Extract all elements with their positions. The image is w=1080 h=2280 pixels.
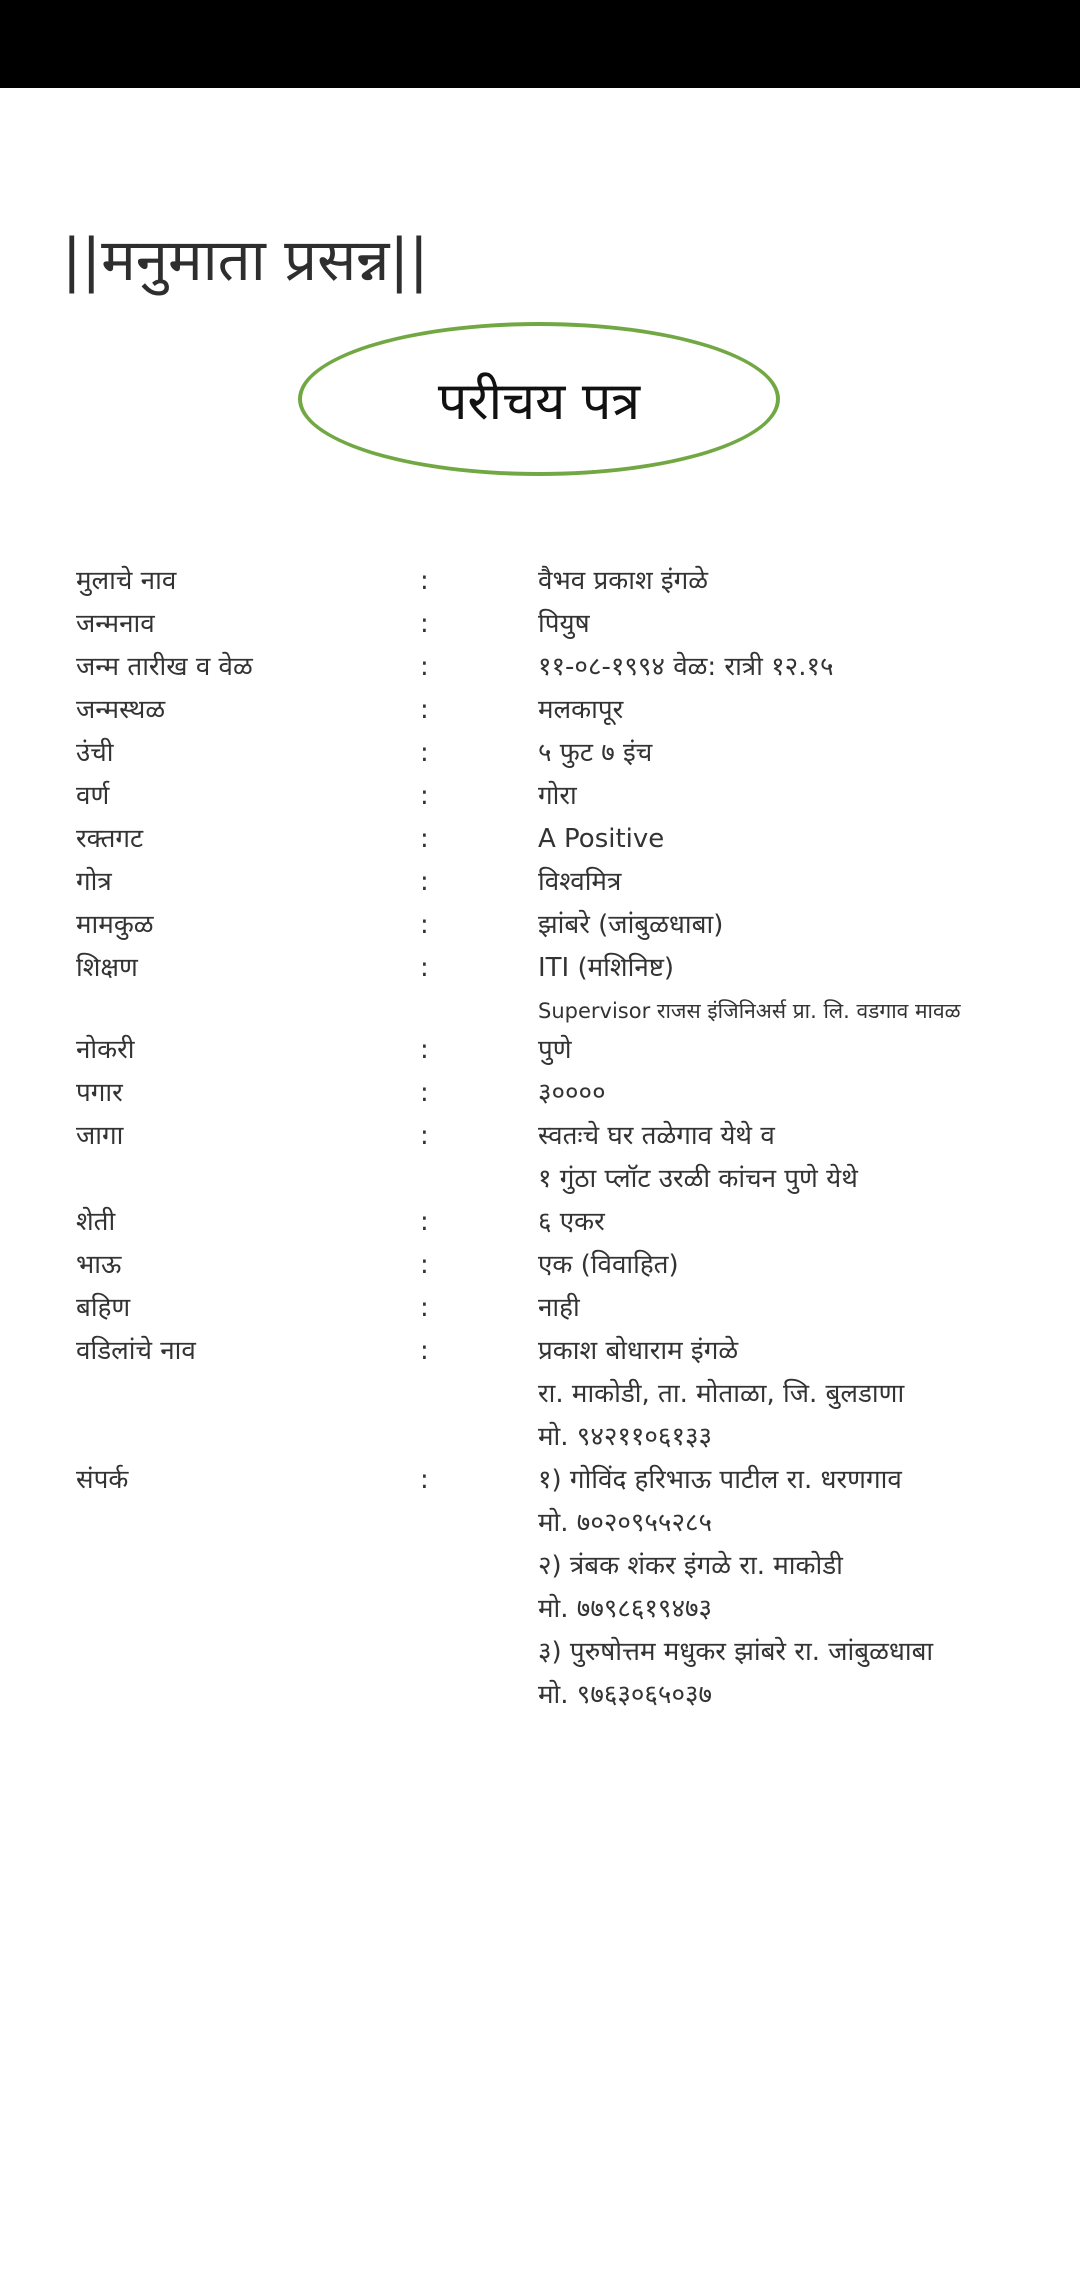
- row-value-father-address: रा. माकोडी, ता. मोताळा, जि. बुलडाणा: [538, 1379, 905, 1409]
- row-separator: :: [420, 867, 429, 897]
- row-label-education: शिक्षण: [76, 953, 138, 983]
- row-value-height: ५ फुट ७ इंच: [538, 738, 653, 768]
- row-separator: :: [420, 1336, 429, 1366]
- row-label-mamkul: मामकुळ: [76, 910, 154, 940]
- row-label-job: नोकरी: [76, 1035, 135, 1065]
- row-separator: :: [420, 1250, 429, 1280]
- row-label-birth-date: जन्म तारीख व वेळ: [76, 652, 253, 682]
- row-separator: :: [420, 1035, 429, 1065]
- row-label-height: उंची: [76, 738, 114, 768]
- row-separator: :: [420, 1078, 429, 1108]
- row-label-complexion: वर्ण: [76, 781, 110, 811]
- row-label-property: जागा: [76, 1121, 124, 1151]
- row-label-contact: संपर्क: [76, 1465, 129, 1495]
- row-label-brother: भाऊ: [76, 1250, 122, 1280]
- page-title: परीचय पत्र: [437, 371, 641, 432]
- row-label-gotra: गोत्र: [76, 867, 112, 897]
- row-value-property-cont: १ गुंठा प्लॉट उरळी कांचन पुणे येथे: [538, 1164, 858, 1194]
- row-label-father-name: वडिलांचे नाव: [76, 1336, 196, 1366]
- row-label-farm: शेती: [76, 1207, 116, 1237]
- row-value-property: स्वतःचे घर तळेगाव येथे व: [538, 1121, 775, 1151]
- row-value-job: पुणे: [538, 1035, 572, 1065]
- row-value-birth-place: मलकापूर: [538, 695, 624, 725]
- row-value-father-mobile: मो. ९४२११०६१३३: [538, 1422, 713, 1452]
- row-value-birth-date: ११-०८-१९९४ वेळ: रात्री १२.१५: [538, 652, 834, 682]
- row-value-salary: ३००००: [538, 1078, 606, 1108]
- row-value-education: ITI (मशिनिष्ट): [538, 953, 675, 983]
- row-label-name: मुलाचे नाव: [76, 566, 177, 596]
- row-separator: :: [420, 1207, 429, 1237]
- row-separator: :: [420, 953, 429, 983]
- row-separator: :: [420, 609, 429, 639]
- row-separator: :: [420, 824, 429, 854]
- title-ellipse: [298, 322, 780, 476]
- row-value-job-detail: Supervisor राजस इंजिनिअर्स प्रा. लि. वडगाव मावळ: [538, 999, 961, 1023]
- row-value-mamkul: झांबरे (जांबुळधाबा): [538, 910, 724, 940]
- row-value-blood-group: A Positive: [538, 824, 665, 854]
- row-label-sister: बहिण: [76, 1293, 131, 1323]
- row-label-birth-name: जन्मनाव: [76, 609, 155, 639]
- row-value-father-name: प्रकाश बोधाराम इंगळे: [538, 1336, 739, 1366]
- row-separator: :: [420, 1293, 429, 1323]
- row-separator: :: [420, 566, 429, 596]
- row-value-contact-3: ३) पुरुषोत्तम मधुकर झांबरे रा. जांबुळधाबा: [538, 1637, 934, 1667]
- row-value-brother: एक (विवाहित): [538, 1250, 679, 1280]
- row-separator: :: [420, 910, 429, 940]
- row-value-contact-2-mobile: मो. ७७९८६१९४७३: [538, 1594, 713, 1624]
- row-value-sister: नाही: [538, 1293, 580, 1323]
- row-label-blood-group: रक्तगट: [76, 824, 144, 854]
- row-value-complexion: गोरा: [538, 781, 577, 811]
- row-value-contact-1: १) गोविंद हरिभाऊ पाटील रा. धरणगाव: [538, 1465, 902, 1495]
- row-separator: :: [420, 695, 429, 725]
- row-label-salary: पगार: [76, 1078, 123, 1108]
- row-value-name: वैभव प्रकाश इंगळे: [538, 566, 709, 596]
- row-separator: :: [420, 781, 429, 811]
- row-value-contact-2: २) त्रंबक शंकर इंगळे रा. माकोडी: [538, 1551, 843, 1581]
- row-value-birth-name: पियुष: [538, 609, 590, 639]
- row-label-birth-place: जन्मस्थळ: [76, 695, 166, 725]
- page-heading: ||मनुमाता प्रसन्न||: [62, 226, 429, 294]
- row-separator: :: [420, 738, 429, 768]
- row-value-farm: ६ एकर: [538, 1207, 605, 1237]
- row-value-contact-1-mobile: मो. ७०२०९५५२८५: [538, 1508, 713, 1538]
- row-separator: :: [420, 1121, 429, 1151]
- row-value-contact-3-mobile: मो. ९७६३०६५०३७: [538, 1680, 713, 1710]
- row-separator: :: [420, 652, 429, 682]
- row-value-gotra: विश्वमित्र: [538, 867, 622, 897]
- row-separator: :: [420, 1465, 429, 1495]
- status-bar: [0, 0, 1080, 88]
